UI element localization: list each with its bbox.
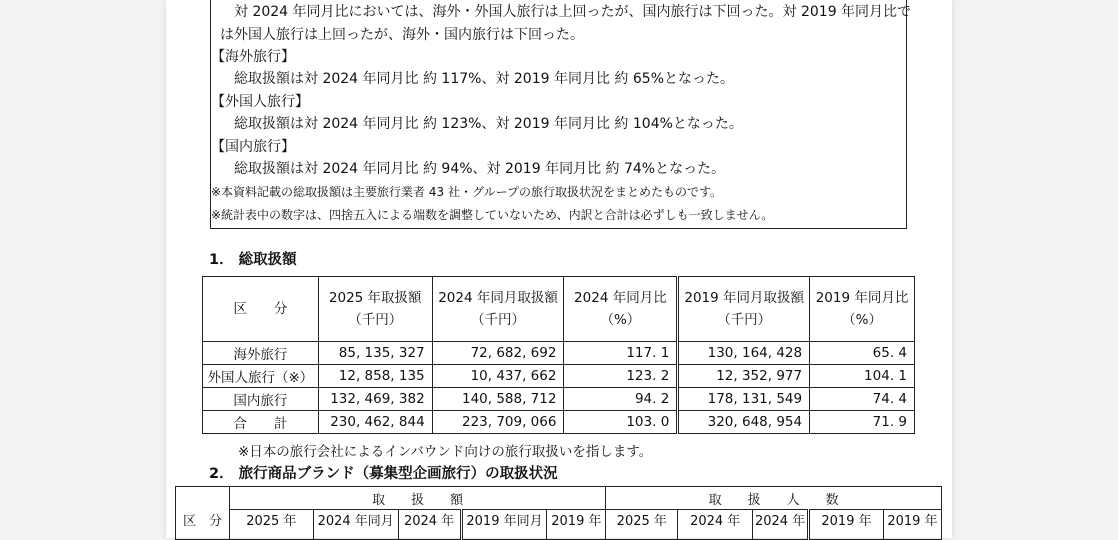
summary-line-2: は外国人旅行は上回ったが、海外・国内旅行は下回った。 (220, 27, 584, 43)
section1-title: 1． 総取扱額 (209, 252, 297, 268)
brand-header-row (176, 487, 942, 510)
summary-box (210, 0, 912, 229)
table-header-row (203, 277, 915, 342)
table-row: 海外旅行 85, 135, 327 72, 682, 692 117. 1 130, 164, 428 65. 4 (203, 342, 915, 365)
header-2019-amount: 2019 年同月取扱額 （千円） (678, 277, 810, 342)
table-row-total: 合 計 230, 462, 844 223, 709, 066 103. 0 320, 648, 954 71. 9 (203, 411, 915, 434)
table-row: 国内旅行 132, 469, 382 140, 588, 712 94. 2 178, 131, 549 74. 4 (203, 388, 915, 411)
domestic-heading: 【国内旅行】 (211, 139, 295, 155)
total-amount-table (202, 276, 915, 434)
brand-subheader-row: 2025 年 2024 年同月 2024 年 2019 年同月 2019 年 2025 年 2024 年 2024 年 2019 年 2019 年 (176, 510, 942, 540)
summary-note-2: ※統計表中の数字は、四捨五入による端数を調整していないため、内訳と合計は必ずしも一致しません。 (211, 208, 774, 222)
foreign-heading: 【外国人旅行】 (211, 94, 309, 110)
brand-people-group: 取 扱 人 数 (606, 487, 942, 510)
overseas-text: 総取扱額は対 2024 年同月比 約 117%、対 2019 年同月比 約 65%となった。 (234, 71, 734, 87)
header-2019-ratio: 2019 年同月比 （%） (810, 277, 915, 342)
table-row: 外国人旅行（※） 12, 858, 135 10, 437, 662 123. 2 12, 352, 977 104. 1 (203, 365, 915, 388)
brand-table (175, 486, 942, 540)
header-2024-amount: 2024 年同月取扱額 （千円） (432, 277, 564, 342)
summary-line-1: 対 2024 年同月比においては、海外・外国人旅行は上回ったが、国内旅行は下回った。対 2019 年同月比で (234, 4, 912, 20)
header-2024-ratio: 2024 年同月比 （%） (564, 277, 678, 342)
overseas-heading: 【海外旅行】 (211, 49, 295, 65)
header-category: 区 分 (203, 277, 319, 342)
header-2025-amount: 2025 年取扱額 （千円） (318, 277, 432, 342)
section2-title: 2． 旅行商品ブランド（募集型企画旅行）の取扱状況 (209, 466, 558, 482)
document-page (166, 0, 952, 538)
foreign-text: 総取扱額は対 2024 年同月比 約 123%、対 2019 年同月比 約 104%となった。 (234, 116, 743, 132)
summary-note-1: ※本資料記載の総取扱額は主要旅行業者 43 社・グループの旅行取扱状況をまとめたものです。 (211, 185, 723, 199)
domestic-text: 総取扱額は対 2024 年同月比 約 94%、対 2019 年同月比 約 74%となった。 (234, 161, 726, 177)
brand-category-header: 区 分 (176, 487, 230, 540)
brand-amount-group: 取 扱 額 (229, 487, 605, 510)
section1-footnote: ※日本の旅行会社によるインバウンド向けの旅行取扱いを指します。 (238, 444, 653, 460)
